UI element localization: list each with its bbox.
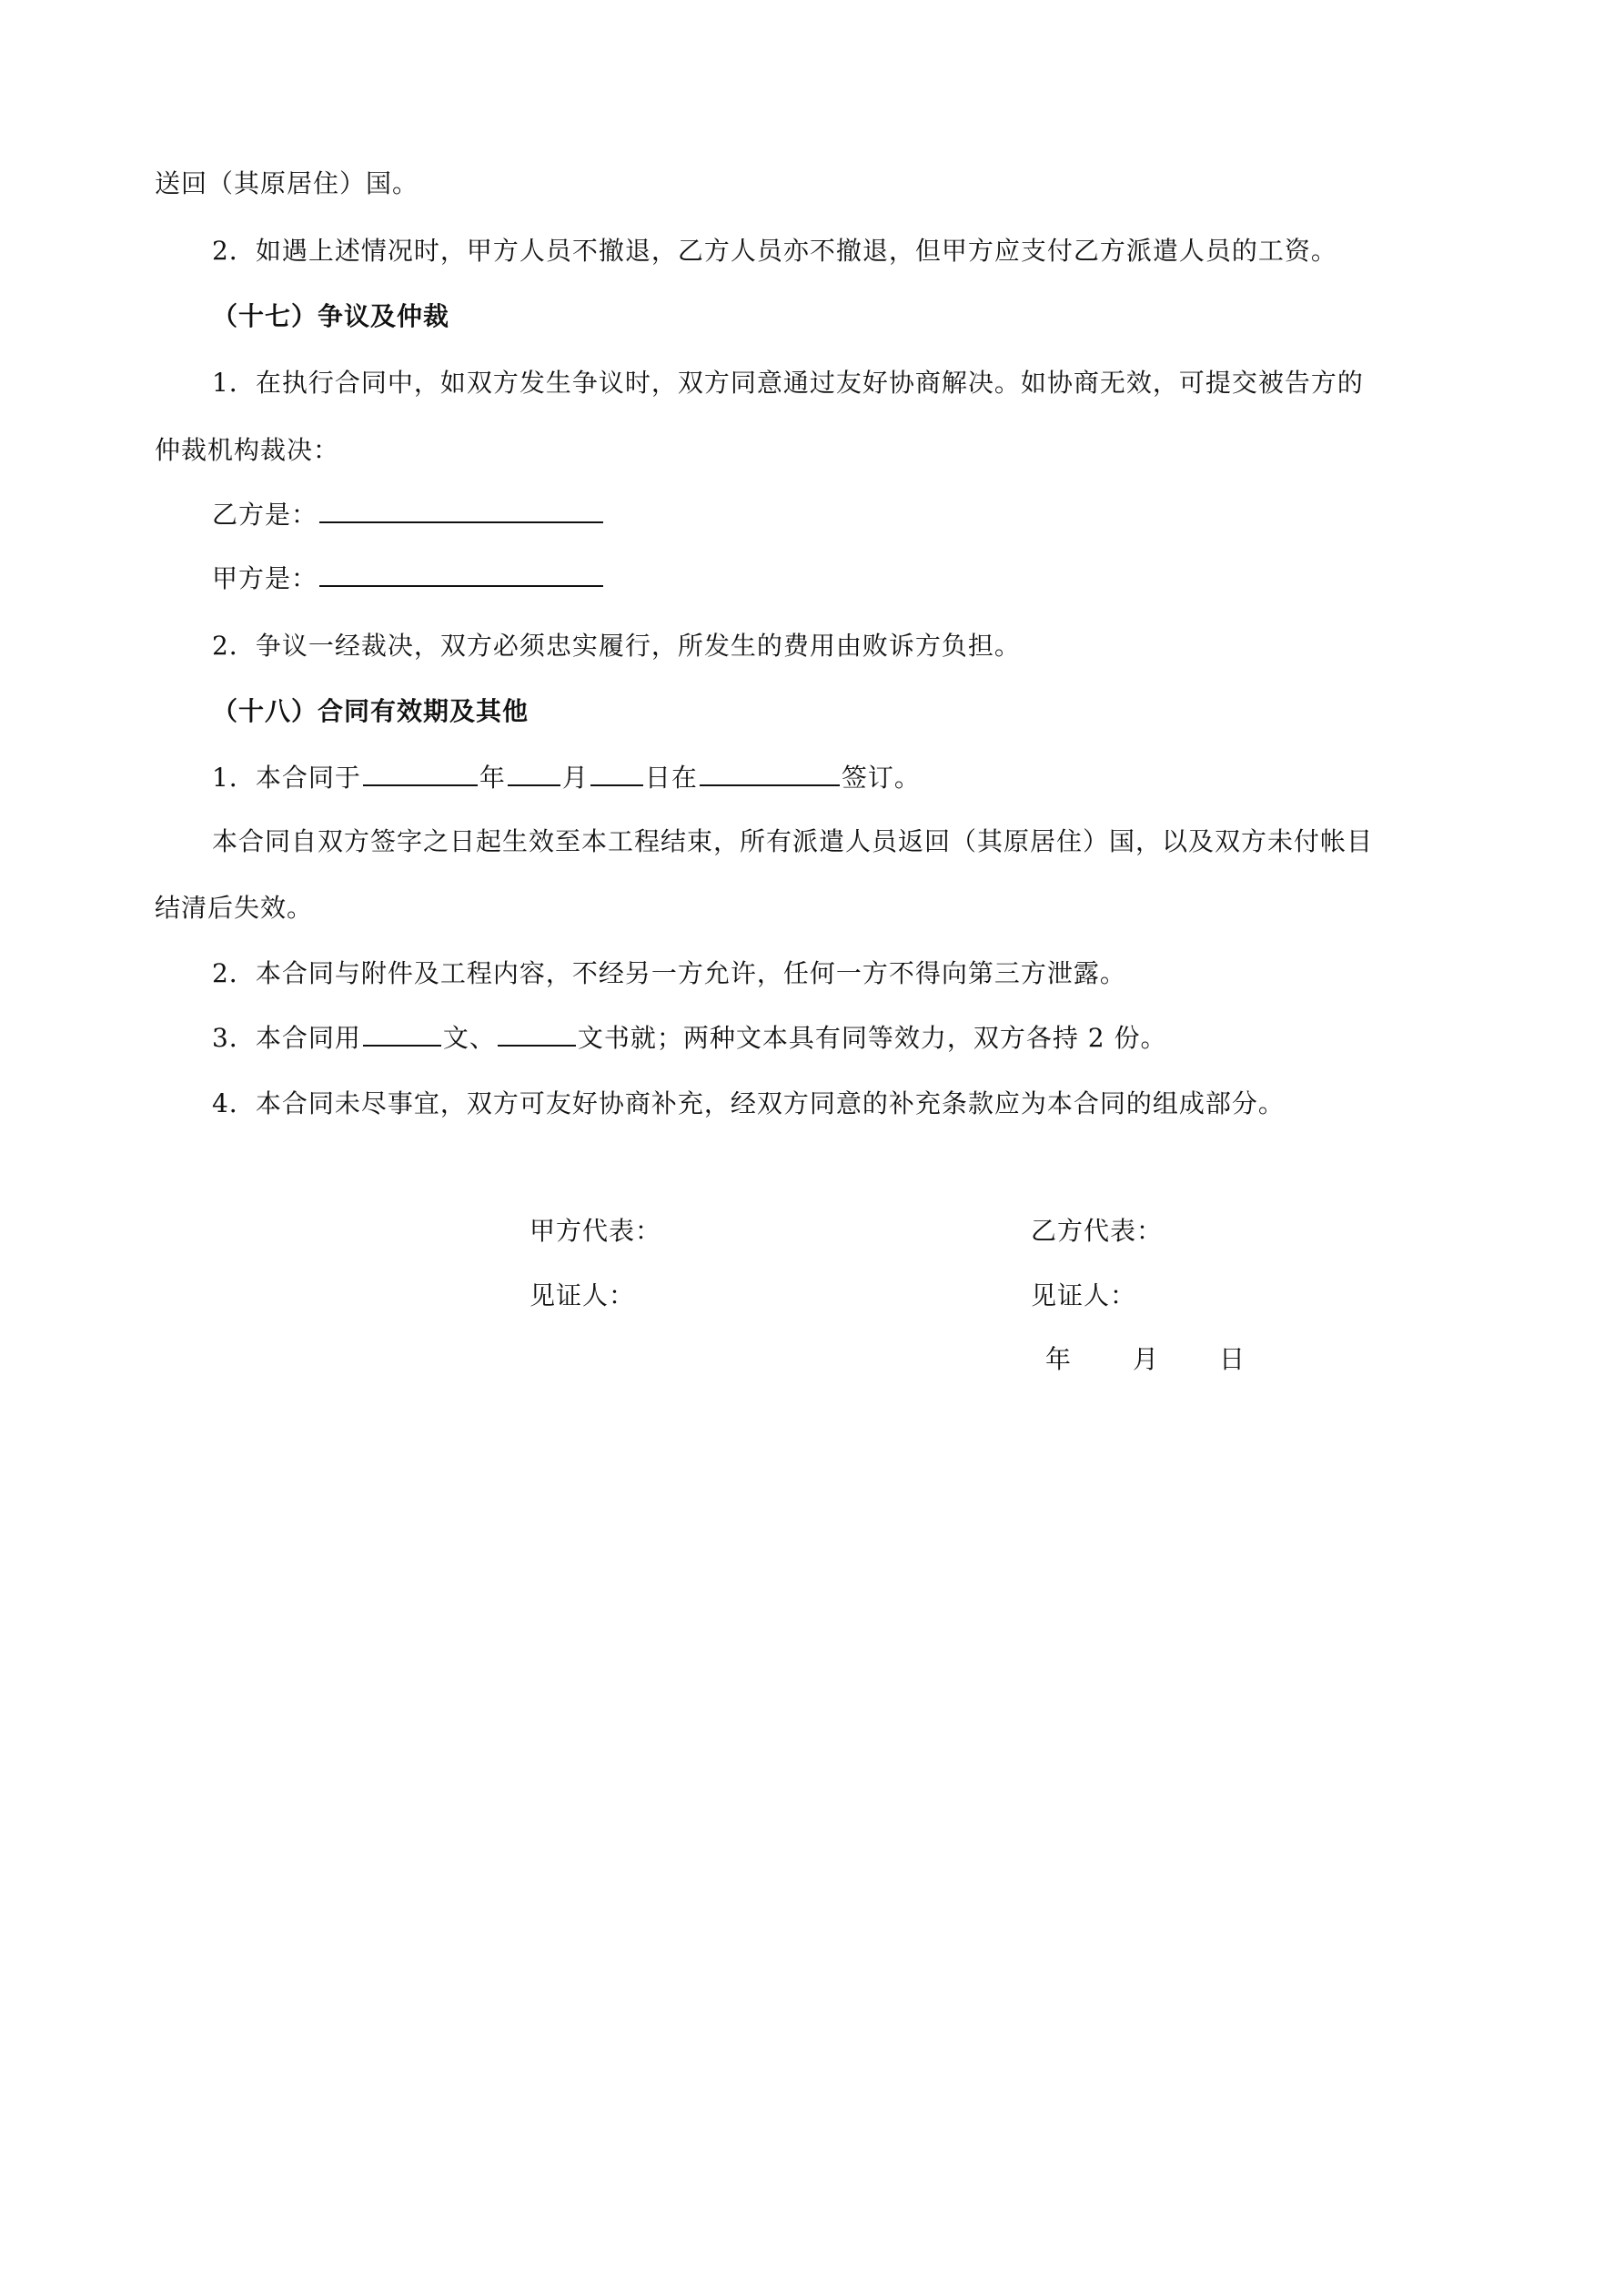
year-blank <box>363 763 478 786</box>
language-blank-1 <box>363 1023 441 1047</box>
signing-month-label: 月 <box>561 763 589 793</box>
party-a-blank <box>319 563 603 587</box>
party-b-label: 乙方是： <box>212 500 318 530</box>
paragraph-line: 仲裁机构裁决： <box>155 435 340 465</box>
paragraph-line: 2．争议一经裁决，双方必须忠实履行，所发生的费用由败诉方负担。 <box>212 631 1021 661</box>
paragraph-line: 1．在执行合同中，如双方发生争议时，双方同意通过友好协商解决。如协商无效，可提交被告方的 <box>212 368 1364 398</box>
paragraph-line: 送回（其原居住）国。 <box>155 168 419 198</box>
party-a-label: 甲方是： <box>212 563 318 593</box>
date-month: 月 <box>1133 1344 1160 1374</box>
section-heading-17: （十七）争议及仲裁 <box>212 301 450 331</box>
party-a-witness: 见证人： <box>530 1280 636 1310</box>
language-text-1: 3．本合同用 <box>212 1023 361 1053</box>
language-text-3: 文书就；两种文本具有同等效力，双方各持 2 份。 <box>577 1023 1167 1053</box>
party-b-blank <box>319 500 603 523</box>
party-b-line <box>212 497 605 533</box>
signing-day-label: 日在 <box>644 763 698 793</box>
day-blank <box>590 763 643 786</box>
paragraph-line: 4．本合同未尽事宜，双方可友好协商补充，经双方同意的补充条款应为本合同的组成部分。 <box>212 1088 1285 1118</box>
language-text-2: 文、 <box>442 1023 496 1053</box>
language-blank-2 <box>498 1023 576 1047</box>
party-a-representative: 甲方代表： <box>530 1216 662 1246</box>
signing-text: 1．本合同于 <box>212 763 361 793</box>
signing-year-label: 年 <box>479 763 506 793</box>
place-blank <box>700 763 840 786</box>
signing-date-line <box>212 760 921 796</box>
paragraph-line: 结清后失效。 <box>155 893 314 923</box>
party-b-witness: 见证人： <box>1031 1280 1137 1310</box>
party-a-line <box>212 561 605 597</box>
party-b-representative: 乙方代表： <box>1031 1216 1164 1246</box>
signing-end-label: 签订。 <box>841 763 921 793</box>
month-blank <box>508 763 560 786</box>
section-heading-18: （十八）合同有效期及其他 <box>212 696 530 726</box>
paragraph-line: 2．本合同与附件及工程内容，不经另一方允许，任何一方不得向第三方泄露。 <box>212 958 1126 988</box>
date-day: 日 <box>1219 1344 1246 1374</box>
date-year: 年 <box>1045 1344 1073 1374</box>
paragraph-line: 本合同自双方签字之日起生效至本工程结束，所有派遣人员返回（其原居住）国，以及双方未付帐目 <box>212 826 1374 856</box>
language-line <box>212 1020 1166 1057</box>
paragraph-line: 2．如遇上述情况时，甲方人员不撤退，乙方人员亦不撤退，但甲方应支付乙方派遣人员的工资。 <box>212 236 1337 266</box>
